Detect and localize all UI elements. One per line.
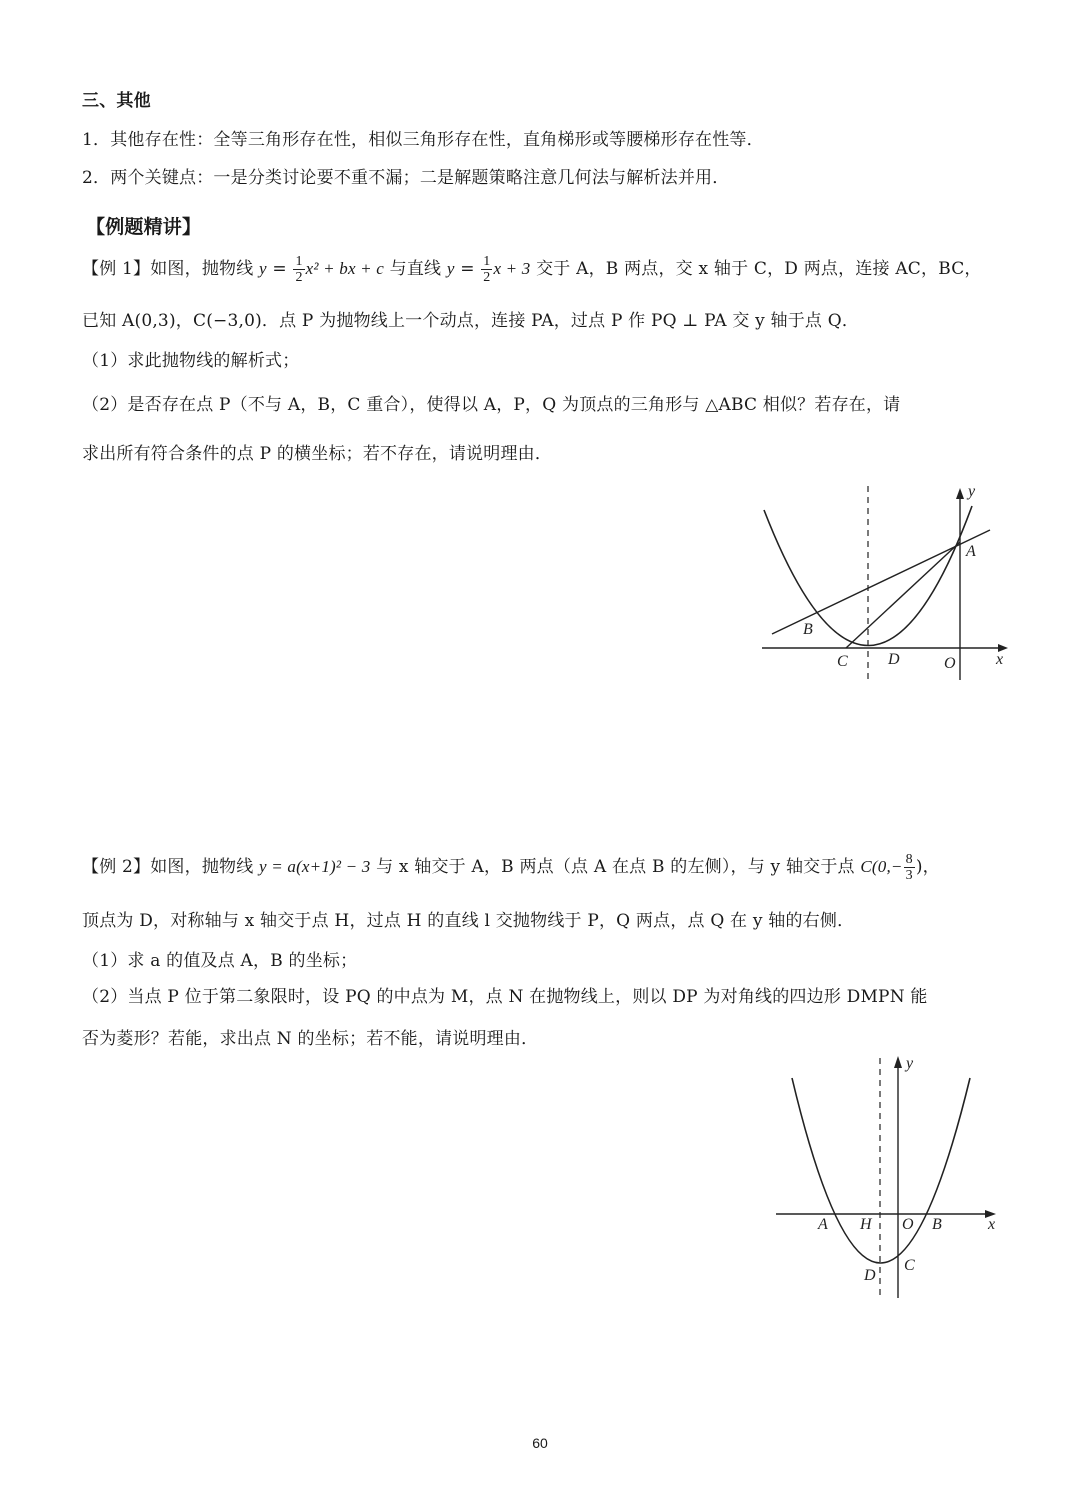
fraction: $\frac{1}{2}$ xyxy=(295,254,303,285)
label-O: O xyxy=(944,655,956,672)
example1-tag: 【例 1】 xyxy=(82,259,151,279)
page-number: 60 xyxy=(532,1435,548,1451)
label-A: A xyxy=(966,543,976,560)
label-x: x xyxy=(996,651,1004,668)
example1-q2-line1: （2）是否存在点 P（不与 A，B，C 重合），使得以 A，P，Q 为顶点的三角形与 △ABC 相似？若存在，请 xyxy=(82,395,901,415)
label-A: A xyxy=(818,1216,828,1233)
example2-q2-line1: （2）当点 P 位于第二象限时，设 PQ 的中点为 M，点 N 在抛物线上，则以 DP 为对角线的四边形 DMPN 能 xyxy=(82,987,928,1007)
label-y: y xyxy=(906,1055,914,1072)
section-item-2: 2．两个关键点：一是分类讨论要不重不漏；二是解题策略注意几何法与解析法并用． xyxy=(82,168,730,188)
label-B: B xyxy=(932,1216,942,1233)
example2-line1: 【例 2】如图，抛物线 y = a(x+1)² − 3 与 x 轴交于 A，B 两点（点 A 在点 B 的左侧），与 y 轴交于点 C(0,− $\frac{8}{3}$ )， xyxy=(82,852,940,883)
example1-line2: 已知 A(0,3)，C(−3,0)．点 P 为抛物线上一个动点，连接 PA，过点 P 作 PQ ⊥ PA 交 y 轴于点 Q． xyxy=(82,311,860,331)
example2-q2-line2: 否为菱形？若能，求出点 N 的坐标；若不能，请说明理由． xyxy=(82,1029,539,1049)
examples-heading: 【例题精讲】 xyxy=(86,216,202,238)
fraction: $\frac{8}{3}$ xyxy=(905,852,913,883)
example2-q1: （1）求 a 的值及点 A，B 的坐标； xyxy=(82,951,358,971)
label-y: y xyxy=(968,483,976,500)
label-H: H xyxy=(860,1216,872,1233)
label-D: D xyxy=(864,1267,876,1284)
example2-tag: 【例 2】 xyxy=(82,857,151,877)
label-C: C xyxy=(904,1257,915,1274)
example2-line2: 顶点为 D，对称轴与 x 轴交于点 H，过点 H 的直线 l 交抛物线于 P，Q 两点，点 Q 在 y 轴的右侧． xyxy=(82,911,855,931)
label-B: B xyxy=(803,621,813,638)
section-heading: 三、其他 xyxy=(82,91,151,111)
label-x: x xyxy=(988,1216,996,1233)
label-C: C xyxy=(837,653,848,670)
example1-line1: 【例 1】如图，抛物线 y = $\frac{1}{2}$ x² + bx + c 与直线 y = $\frac{1}{2}$ x + 3 交于 A，B 两点，交 x 轴于 C，D 两点，连接 AC，BC， xyxy=(82,254,982,285)
label-O: O xyxy=(902,1216,914,1233)
example1-q2-line2: 求出所有符合条件的点 P 的横坐标；若不存在，请说明理由． xyxy=(82,444,553,464)
section-item-1: 1．其他存在性：全等三角形存在性，相似三角形存在性，直角梯形或等腰梯形存在性等． xyxy=(82,130,764,150)
example1-q1: （1）求此抛物线的解析式； xyxy=(82,351,300,371)
fraction: $\frac{1}{2}$ xyxy=(483,254,491,285)
label-D: D xyxy=(888,651,900,668)
example1-figure xyxy=(750,478,1020,688)
example2-figure xyxy=(770,1048,1010,1303)
